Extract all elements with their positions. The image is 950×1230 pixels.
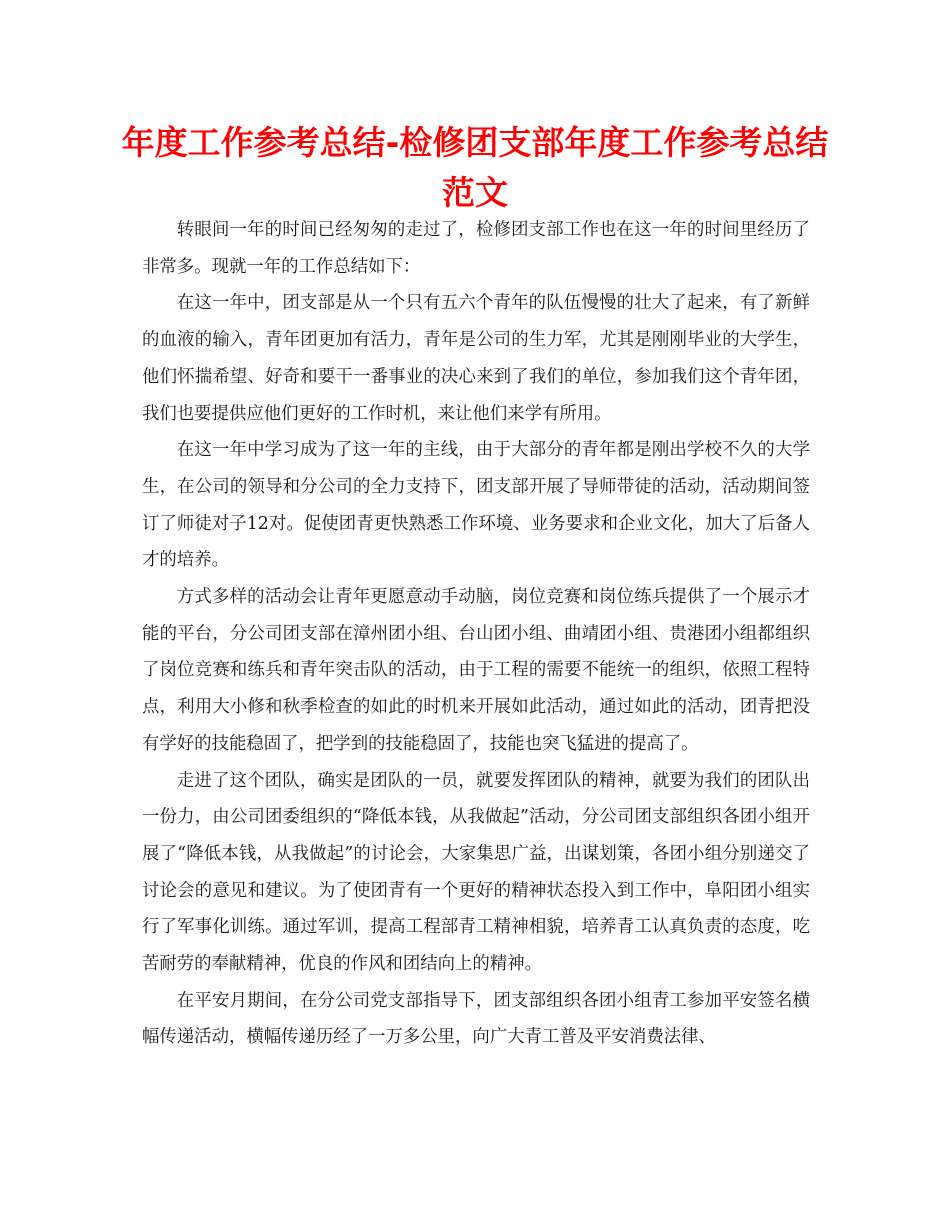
document-body: [142, 212, 810, 1056]
paragraph-5: 走进了这个团队，确实是团队的一员，就要发挥团队的精神，就要为我们的团队出一份力，由公司团委组织的“降低本钱，从我做起”活动，分公司团支部组织各团小组开展了“降低本钱，从我做起”的讨论会，大家集思广益，出谋划策，各团小组分别递交了讨论会的意见和建议。为了使团青有一个更好的精神状态投入到工作中，阜阳团小组实行了军事化训练。通过军训，提高工程部青工精神相貌，培养青工认真负责的态度，吃苦耐劳的奉献精神，优良的作风和团结向上的精神。: [142, 770, 810, 975]
paragraph-4: 方式多样的活动会让青年更愿意动手动脑，岗位竞赛和岗位练兵提供了一个展示才能的平台，分公司团支部在漳州团小组、台山团小组、曲靖团小组、贵港团小组都组织了岗位竞赛和练兵和青年突击队的活动，由于工程的需要不能统一的组织，依照工程特点，利用大小修和秋季检查的如此的时机来开展如此活动，通过如此的活动，团青把没有学好的技能稳固了，把学到的技能稳固了，技能也突飞猛进的提高了。: [142, 587, 810, 754]
paragraph-1: 转眼间一年的时间已经匆匆的走过了，检修团支部工作也在这一年的时间里经历了非常多。现就一年的工作总结如下：: [142, 220, 810, 277]
paragraph-3: 在这一年中学习成为了这一年的主线，由于大部分的青年都是刚出学校不久的大学生，在公司的领导和分公司的全力支持下，团支部开展了导师带徒的活动，活动期间签订了师徒对子12对。促使团青更快熟悉工作环境、业务要求和企业文化，加大了后备人才的培养。: [142, 440, 810, 571]
paragraph-2: 在这一年中，团支部是从一个只有五六个青年的队伍慢慢的壮大了起来，有了新鲜的血液的输入，青年团更加有活力，青年是公司的生力军，尤其是刚刚毕业的大学生，他们怀揣希望、好奇和要干一番事业的决心来到了我们的单位，参加我们这个青年团，我们也要提供应他们更好的工作时机，来让他们来学有所用。: [142, 293, 810, 424]
document-title: 年度工作参考总结-检修团支部年度工作参考总结范文: [121, 123, 829, 212]
paragraph-6: 在平安月期间，在分公司党支部指导下，团支部组织各团小组青工参加平安签名横幅传递活动，横幅传递历经了一万多公里，向广大青工普及平安消费法律、: [142, 990, 810, 1048]
